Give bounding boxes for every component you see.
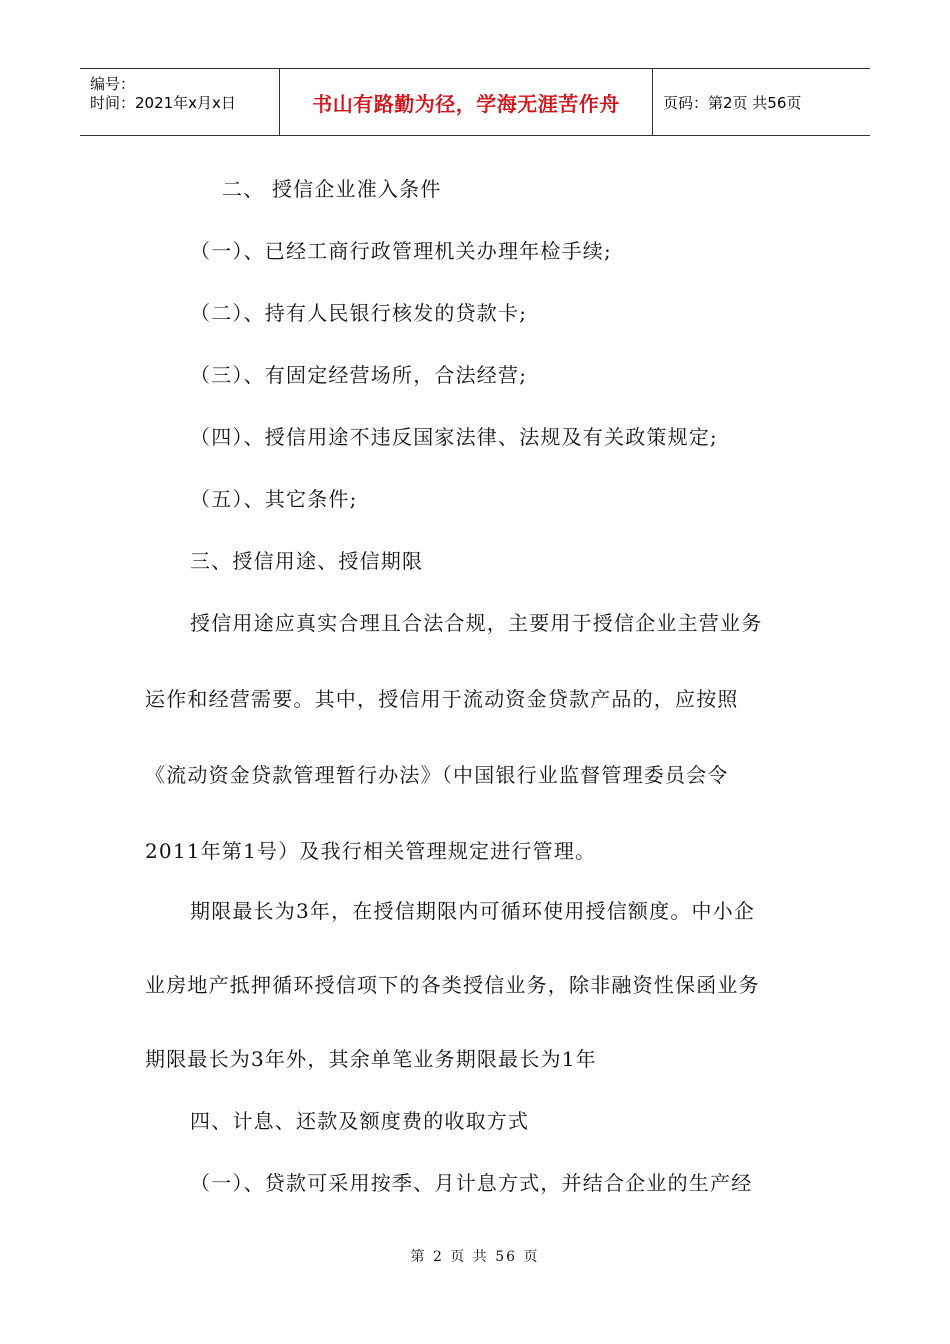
section-heading-2: 二、 授信企业准入条件: [222, 177, 442, 201]
document-date: 时间：2021年x月x日: [90, 94, 236, 112]
section-heading-4: 四、计息、还款及额度费的收取方式: [190, 1109, 530, 1133]
list-item: （五）、其它条件;: [190, 487, 358, 511]
motto-text: 书山有路勤为径，学海无涯苦作舟: [312, 91, 620, 116]
paragraph-line: 2011年第1号）及我行相关管理规定进行管理。: [145, 839, 597, 863]
header-motto-cell: [280, 69, 653, 135]
page-footer: 第 2 页 共 56 页: [410, 1249, 540, 1265]
list-item: （一）、已经工商行政管理机关办理年检手续;: [190, 239, 612, 263]
paragraph-line: 授信用途应真实合理且合法合规，主要用于授信企业主营业务: [190, 611, 763, 635]
header-page-cell: [653, 69, 870, 135]
list-item: （四）、授信用途不违反国家法律、法规及有关政策规定;: [190, 425, 718, 449]
header-meta-cell: [80, 69, 280, 135]
paragraph-line: 期限最长为3年外，其余单笔业务期限最长为1年: [145, 1047, 597, 1071]
header-page-info: 页码：第2页 共56页: [663, 93, 802, 112]
list-item: （三）、有固定经营场所，合法经营;: [190, 363, 528, 387]
page-header: [80, 68, 870, 136]
paragraph-line: 运作和经营需要。其中，授信用于流动资金贷款产品的，应按照: [145, 687, 739, 711]
paragraph-line: 期限最长为3年，在授信期限内可循环使用授信额度。中小企: [190, 899, 756, 923]
paragraph-line: 《流动资金贷款管理暂行办法》（中国银行业监督管理委员会令: [145, 763, 729, 787]
document-number-label: 编号：: [90, 75, 136, 93]
section-heading-3: 三、授信用途、授信期限: [190, 549, 424, 573]
list-item: （二）、持有人民银行核发的贷款卡;: [190, 301, 528, 325]
paragraph-line: 业房地产抵押循环授信项下的各类授信业务，除非融资性保函业务: [145, 973, 760, 997]
list-item: （一）、贷款可采用按季、月计息方式，并结合企业的生产经: [190, 1171, 753, 1195]
